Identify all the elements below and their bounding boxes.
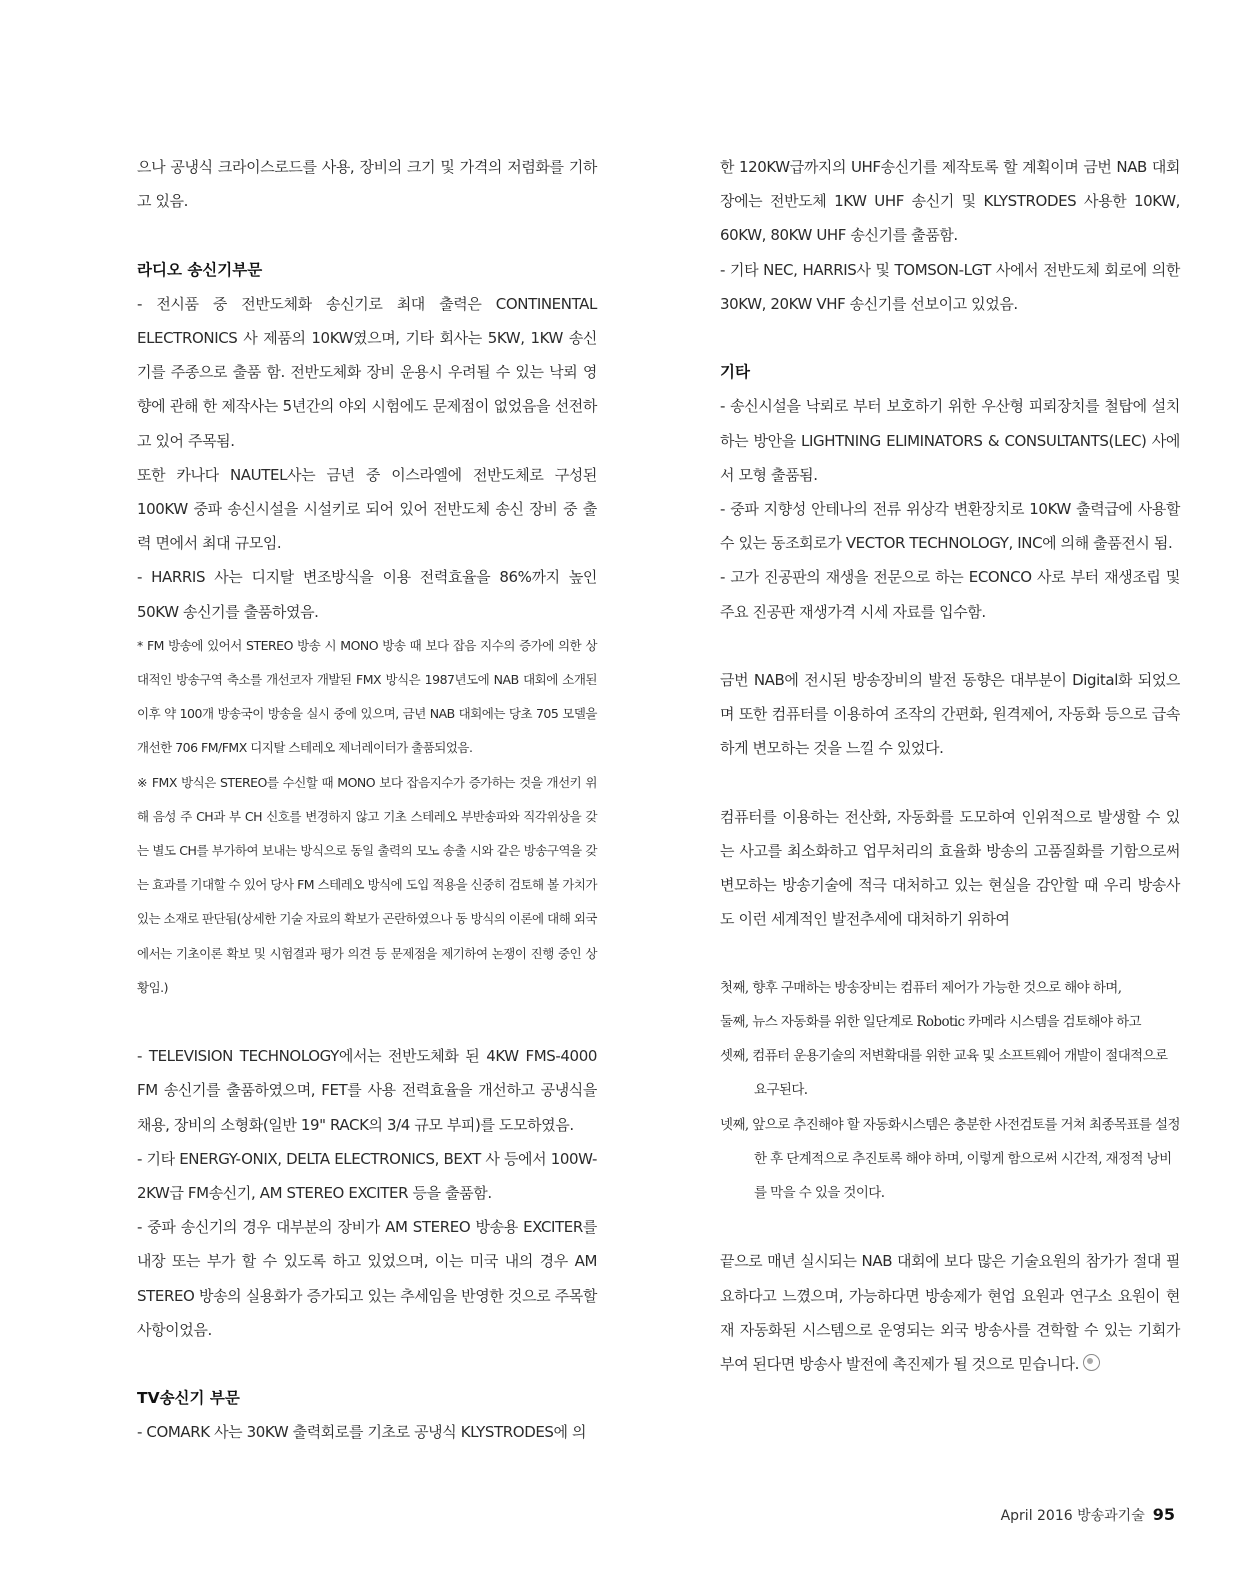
- note-fmx: ※ FMX 방식은 STEREO를 수신할 때 MONO 보다 잡음지수가 증가하는 것을 개선키 위해 음성 주 CH과 부 CH 신호를 변경하지 않고 기초 스테레오 부반송파와 직각위상을 갖는 별도 CH를 부가하여 보내는 방식으로 동일 출력의 모노 송출 시와 같은 방송구역을 갖는 효과를 기대할 수 있어 당사 FM 스테레오 방식에 도입 적용을 신중히 검토해 볼 가치가 있는 소재로 판단됨(상세한 기술 자료의 확보가 곤란하였으나 동 방식의 이론에 대해 외국에서는 기초이론 확보 및 시험결과 평가 의견 등 문제점을 제기하여 논쟁이 진행 중인 상황임.): [137, 774, 597, 995]
- paragraph: - 중파 송신기의 경우 대부분의 장비가 AM STEREO 방송용 EXCITER를 내장 또는 부가 할 수 있도록 하고 있었으며, 이는 미국 내의 경우 AM STEREO 방송의 실용화가 증가되고 있는 추세임을 반영한 것으로 주목할 사항이었음.: [137, 1218, 597, 1339]
- paragraph: 한 120KW급까지의 UHF송신기를 제작토록 할 계획이며 금번 NAB 대회장에는 전반도체 1KW UHF 송신기 및 KLYSTRODES 사용한 10KW, 60KW, 80KW UHF 송신기를 출품함.: [720, 158, 1180, 245]
- left-column: [137, 150, 597, 1450]
- paragraph: - 전시품 중 전반도체화 송신기로 최대 출력은 CONTINENTAL ELECTRONICS 사 제품의 10KW였으며, 기타 회사는 5KW, 1KW 송신기를 주종으로 출품 함. 전반도체화 장비 운용시 우려될 수 있는 낙뢰 영향에 관해 한 제작사는 5년간의 야외 시험에도 문제점이 없었음을 선전하고 있어 주목됨.: [137, 294, 597, 450]
- page-footer: [1001, 1505, 1175, 1525]
- paragraph: - HARRIS 사는 디지탈 변조방식을 이용 전력효율을 86%까지 높인 50KW 송신기를 출품하였음.: [137, 568, 597, 621]
- list-item: 첫째, 향후 구매하는 방송장비는 컴퓨터 제어가 가능한 것으로 해야 하며,: [720, 979, 1122, 996]
- closing-text: 끝으로 매년 실시되는 NAB 대회에 보다 많은 기술요원의 참가가 절대 필요하다고 느꼈으며, 가능하다면 방송제가 현업 요원과 연구소 요원이 현재 자동화된 시스템으로 운영되는 외국 방송사를 견학할 수 있는 기회가 부여 된다면 방송사 발전에 촉진제가 될 것으로 믿습니다.: [720, 1252, 1180, 1374]
- section-heading-radio: 라디오 송신기부문: [137, 260, 263, 279]
- right-column: [720, 150, 1180, 1381]
- end-mark-icon: [1083, 1354, 1100, 1371]
- paragraph: 컴퓨터를 이용하는 전산화, 자동화를 도모하여 인위적으로 발생할 수 있는 사고를 최소화하고 업무처리의 효율화 방송의 고품질화를 기함으로써 변모하는 방송기술에 적극 대처하고 있는 현실을 감안할 때 우리 방송사도 이런 세계적인 발전추세에 대처하기 위하여: [720, 807, 1180, 929]
- paragraph: - 기타 ENERGY-ONIX, DELTA ELECTRONICS, BEXT 사 등에서 100W-2KW급 FM송신기, AM STEREO EXCITER 등을 출품함.: [137, 1149, 597, 1203]
- paragraph: - 송신시설을 낙뢰로 부터 보호하기 위한 우산형 피뢰장치를 철탑에 설치하는 방안을 LIGHTNING ELIMINATORS & CONSULTANTS(LEC) 사에서 모형 출품됨.: [720, 397, 1180, 484]
- paragraph: - 중파 지향성 안테나의 전류 위상각 변환장치로 10KW 출력급에 사용할 수 있는 동조회로가 VECTOR TECHNOLOGY, INC에 의해 출품전시 됨.: [720, 500, 1180, 553]
- paragraph: 또한 카나다 NAUTEL사는 금년 중 이스라엘에 전반도체로 구성된 100KW 중파 송신시설을 시설키로 되어 있어 전반도체 송신 장비 중 출력 면에서 최대 규모임.: [137, 465, 597, 553]
- section-heading-tv: TV송신기 부문: [137, 1389, 240, 1408]
- paragraph: 금번 NAB에 전시된 방송장비의 발전 동향은 대부분이 Digital화 되었으며 또한 컴퓨터를 이용하여 조작의 간편화, 원격제어, 자동화 등으로 급속하게 변모하는 것을 느낄 수 있었다.: [720, 671, 1180, 758]
- paragraph: - 고가 진공판의 재생을 전문으로 하는 ECONCO 사로 부터 재생조립 및 주요 진공판 재생가격 시세 자료를 입수함.: [720, 568, 1180, 621]
- section-heading-etc: 기타: [720, 363, 750, 382]
- paragraph: - TELEVISION TECHNOLOGY에서는 전반도체화 된 4KW FMS-4000 FM 송신기를 출품하였으며, FET를 사용 전력효율을 개선하고 공냉식을 채용, 장비의 소형화(일반 19" RACK의 3/4 규모 부피)를 도모하였음.: [137, 1047, 597, 1134]
- paragraph: 으나 공냉식 크라이스로드를 사용, 장비의 크기 및 가격의 저렴화를 기하고 있음.: [137, 158, 597, 211]
- closing-paragraph: [720, 1244, 1180, 1381]
- paragraph: - 기타 NEC, HARRIS사 및 TOMSON-LGT 사에서 전반도체 회로에 의한 30KW, 20KW VHF 송신기를 선보이고 있었음.: [720, 260, 1180, 313]
- footnote-fmx: * FM 방송에 있어서 STEREO 방송 시 MONO 방송 때 보다 잡음 지수의 증가에 의한 상대적인 방송구역 축소를 개선코자 개발된 FMX 방식은 1987년도에 NAB 대회에 소개된 이후 약 100개 방송국이 방송을 실시 중에 있으며, 금년 NAB 대회에는 당초 705 모델을 개선한 706 FM/FMX 디지탈 스테레오 제너레이터가 출품되었음.: [137, 637, 597, 756]
- list-item: 셋째, 컴퓨터 운용기술의 저변확대를 위한 교육 및 소프트웨어 개발이 절대적으로 요구된다.: [720, 1048, 1168, 1099]
- list-item: 넷째, 앞으로 추진해야 할 자동화시스템은 충분한 사전검토를 거쳐 최종목표를 설정한 후 단계적으로 추진토록 해야 하며, 이렇게 함으로써 시간적, 재정적 낭비를 막을 수 있을 것이다.: [720, 1116, 1180, 1202]
- page-number: 95: [1152, 1505, 1175, 1524]
- list-item: 둘째, 뉴스 자동화를 위한 일단계로 Robotic 카메라 시스템을 검토해야 하고: [720, 1014, 1141, 1031]
- issue-label: April 2016 방송과기술: [1000, 1508, 1145, 1524]
- paragraph: - COMARK 사는 30KW 출력회로를 기초로 공냉식 KLYSTRODES에 의: [137, 1423, 587, 1442]
